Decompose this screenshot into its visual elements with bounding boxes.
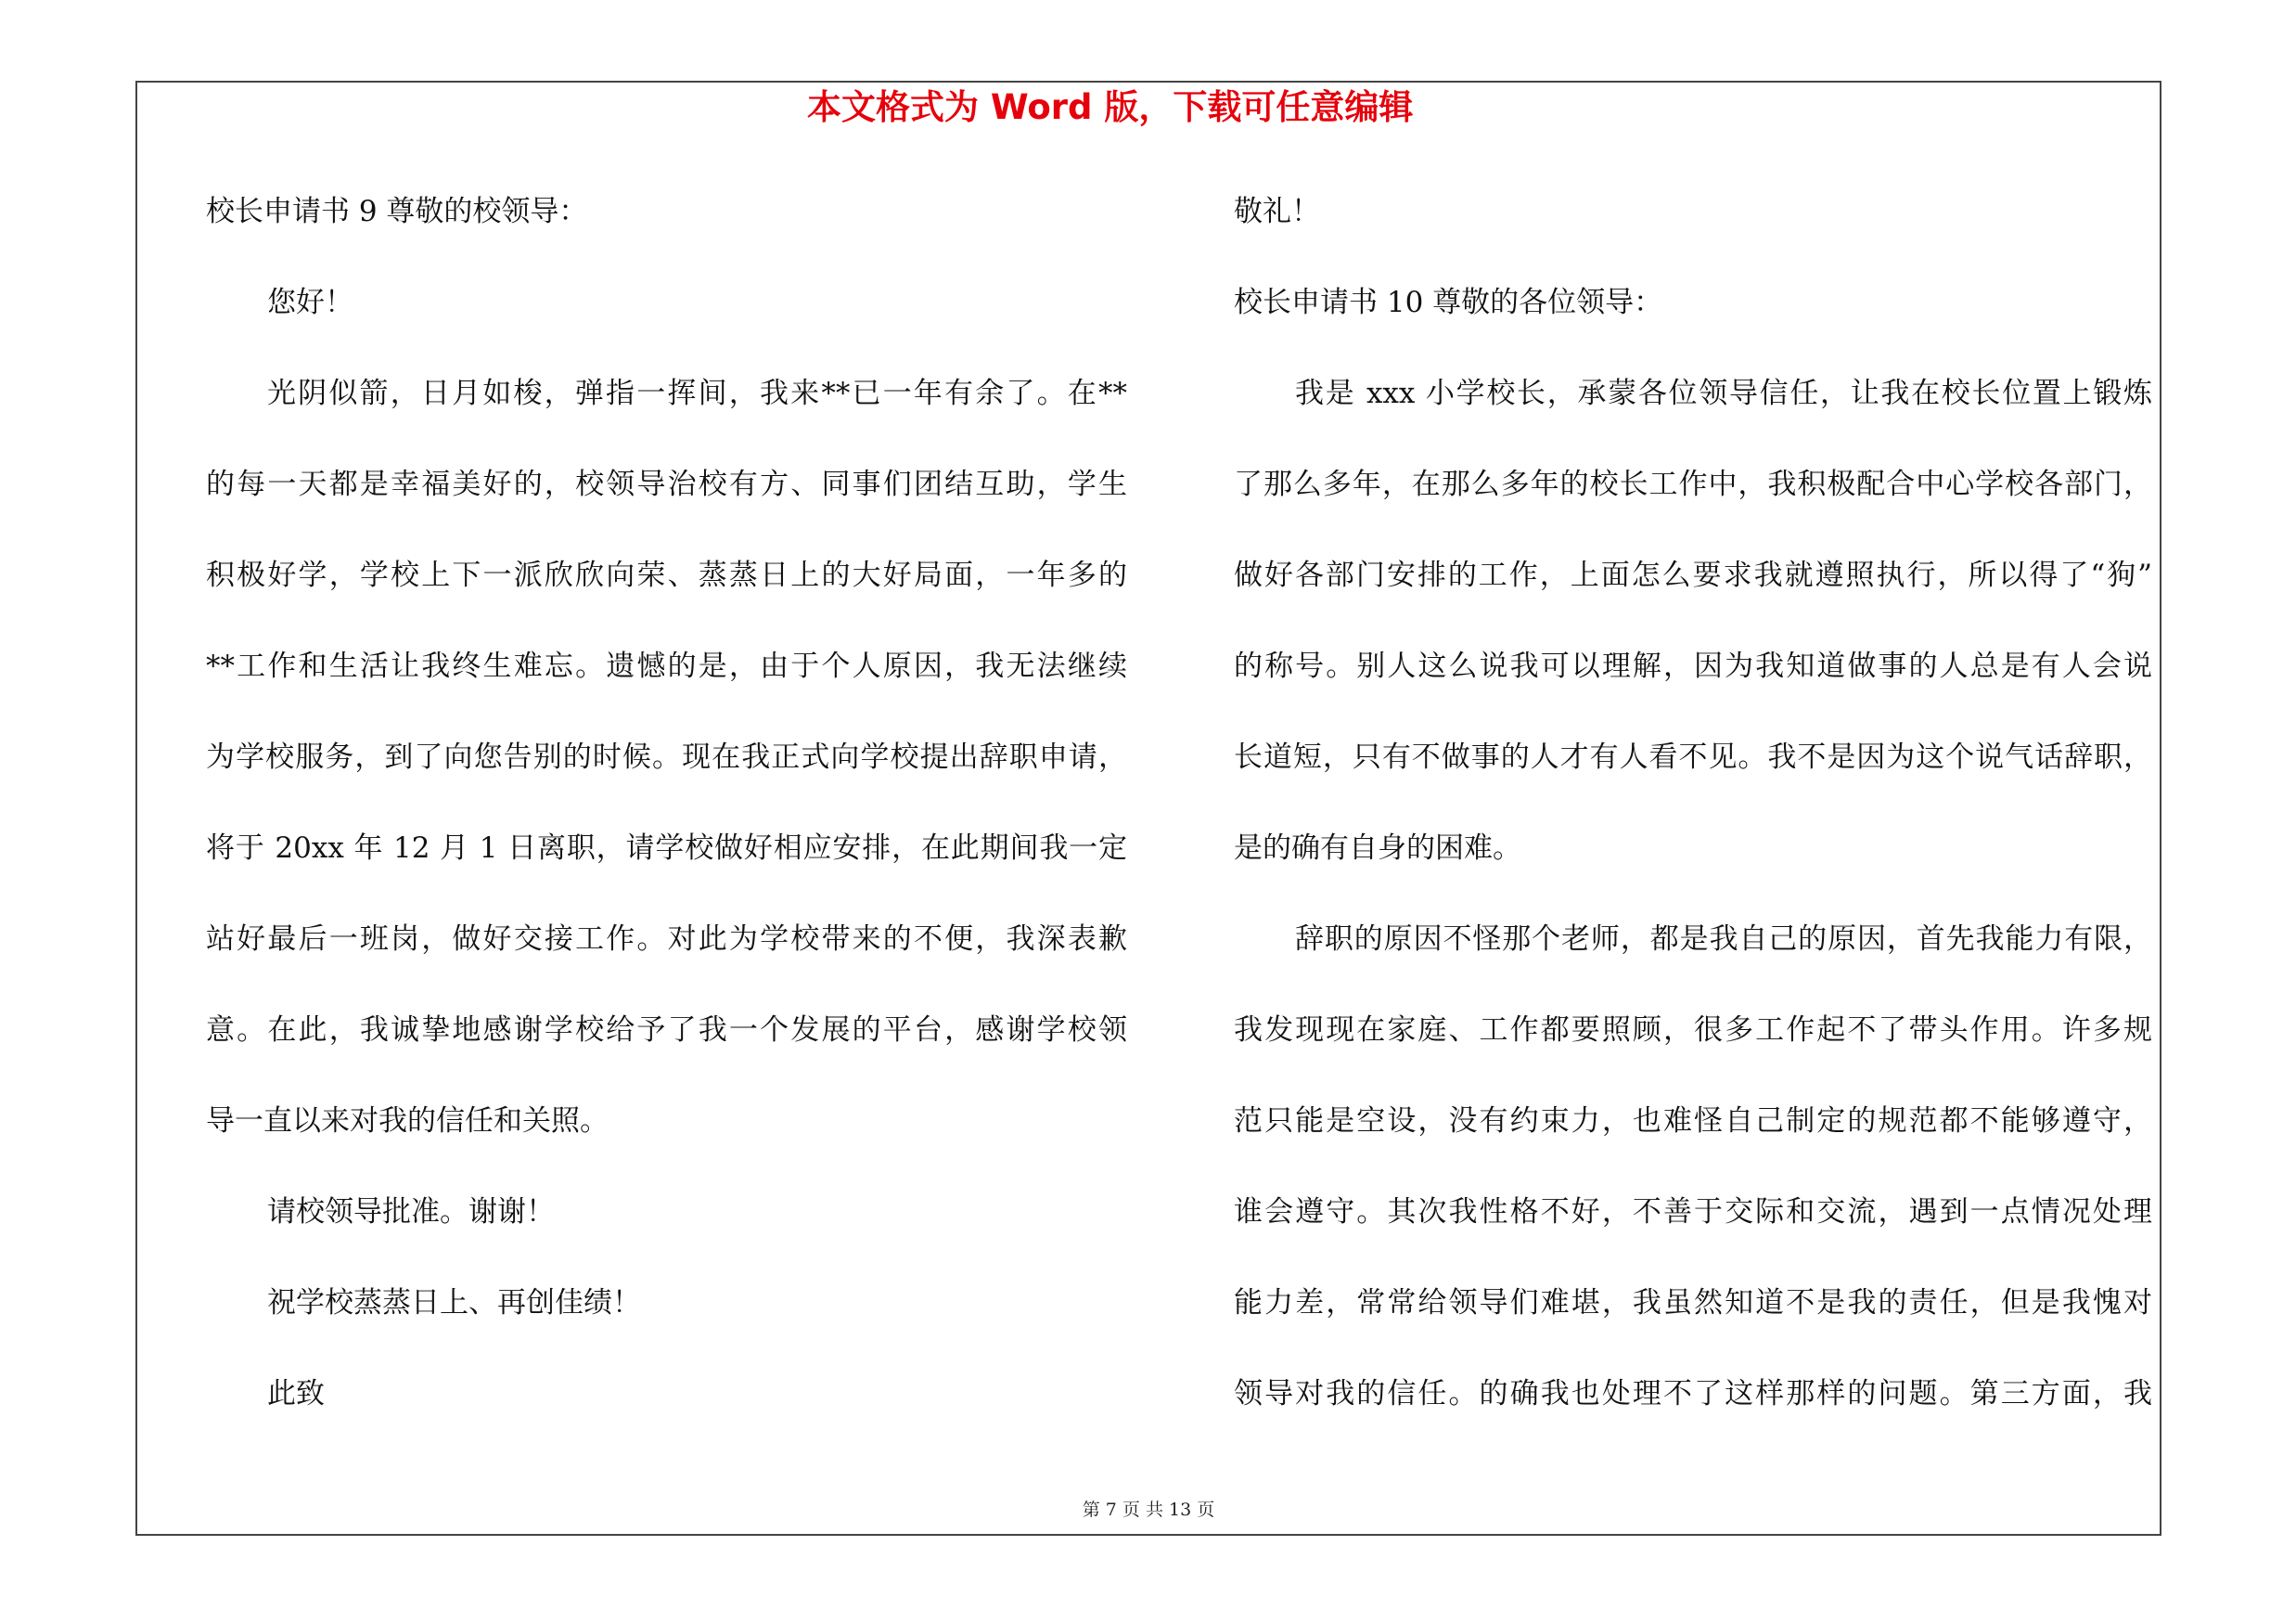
paragraph-line: 辞职的原因不怪那个老师，都是我自己的原因，首先我能力有限， xyxy=(1295,922,2152,956)
salutation-line: 敬礼！ xyxy=(1234,195,1320,228)
paragraph-line: 我是 xxx 小学校长，承蒙各位领导信任，让我在校长位置上锻炼 xyxy=(1295,377,2152,410)
paragraph-line: 光阴似箭，日月如梭，弹指一挥间，我来**已一年有余了。在** xyxy=(267,377,1127,410)
greeting-line: 您好！ xyxy=(267,286,353,319)
paragraph-line: 是的确有自身的困难。 xyxy=(1234,831,1521,865)
closing-line: 此致 xyxy=(267,1377,325,1410)
heading-line: 校长申请书 9 尊敬的校领导： xyxy=(206,195,588,228)
request-line: 请校领导批准。谢谢！ xyxy=(267,1195,555,1229)
right-column xyxy=(1234,166,2152,1439)
paragraph-line: 意。在此，我诚挚地感谢学校给予了我一个发展的平台，感谢学校领 xyxy=(206,1013,1127,1047)
paragraph-line: **工作和生活让我终生难忘。遗憾的是，由于个人原因，我无法继续 xyxy=(206,650,1127,683)
paragraph-line: 能力差，常常给领导们难堪，我虽然知道不是我的责任，但是我愧对 xyxy=(1234,1286,2152,1320)
wishes-line: 祝学校蒸蒸日上、再创佳绩！ xyxy=(267,1286,641,1320)
paragraph-line: 领导对我的信任。的确我也处理不了这样那样的问题。第三方面，我 xyxy=(1234,1377,2152,1410)
paragraph-line: 导一直以来对我的信任和关照。 xyxy=(206,1104,609,1138)
paragraph-line: 谁会遵守。其次我性格不好，不善于交际和交流，遇到一点情况处理 xyxy=(1234,1195,2152,1229)
left-column xyxy=(206,166,1127,1439)
paragraph-line: 的每一天都是幸福美好的，校领导治校有方、同事们团结互助，学生 xyxy=(206,468,1127,501)
paragraph-line: 为学校服务，到了向您告别的时候。现在我正式向学校提出辞职申请， xyxy=(206,741,1127,774)
paragraph-line: 范只能是空设，没有约束力，也难怪自己制定的规范都不能够遵守， xyxy=(1234,1104,2152,1138)
paragraph-line: 的称号。别人这么说我可以理解，因为我知道做事的人总是有人会说 xyxy=(1234,650,2152,683)
paragraph-line: 站好最后一班岗，做好交接工作。对此为学校带来的不便，我深表歉 xyxy=(206,922,1127,956)
paragraph-line: 做好各部门安排的工作，上面怎么要求我就遵照执行，所以得了“狗” xyxy=(1234,559,2152,592)
word-format-banner: 本文格式为 Word 版，下载可任意编辑 xyxy=(807,87,1414,127)
paragraph-line: 积极好学，学校上下一派欣欣向荣、蒸蒸日上的大好局面，一年多的 xyxy=(206,559,1127,592)
paragraph-line: 长道短，只有不做事的人才有人看不见。我不是因为这个说气话辞职， xyxy=(1234,741,2152,774)
paragraph-line: 了那么多年，在那么多年的校长工作中，我积极配合中心学校各部门， xyxy=(1234,468,2152,501)
paragraph-line: 我发现现在家庭、工作都要照顾，很多工作起不了带头作用。许多规 xyxy=(1234,1013,2152,1047)
paragraph-line: 将于 20xx 年 12 月 1 日离职，请学校做好相应安排，在此期间我一定 xyxy=(206,831,1127,865)
page-number-footer: 第 7 页 共 13 页 xyxy=(1082,1500,1215,1520)
heading-line: 校长申请书 10 尊敬的各位领导： xyxy=(1234,286,1663,319)
